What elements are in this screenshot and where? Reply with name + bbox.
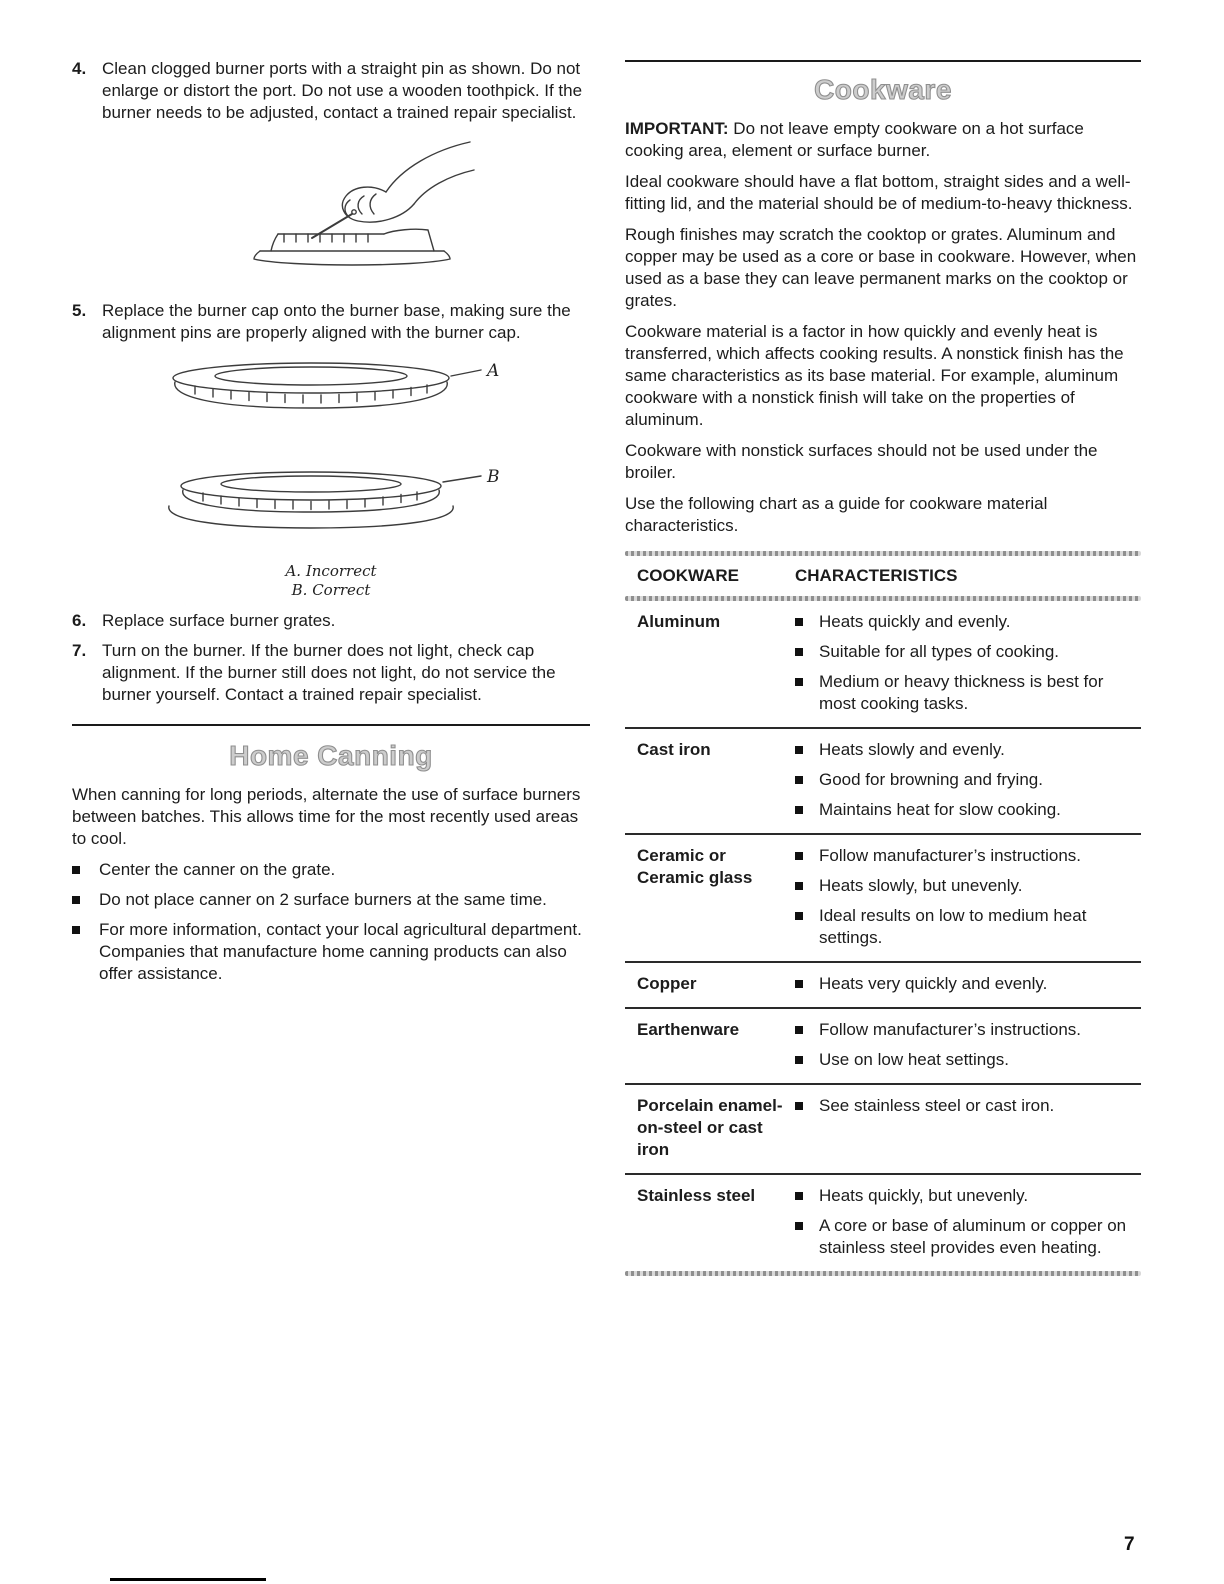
step-6 [72,610,590,632]
burner-pin-cleaning-illustration [112,136,590,290]
figure-caption [72,562,590,600]
home-canning-heading: Home Canning [229,740,433,771]
characteristic-item [795,799,1141,821]
characteristic-text: Heats quickly and evenly. [819,612,1011,631]
square-bullet-icon [795,980,803,988]
cookware-name: Ceramic or Ceramic glass [637,846,753,887]
important-paragraph [625,118,1141,162]
burner-caps-drawing [151,356,511,552]
characteristic-item [795,845,1141,867]
paragraph: Cookware with nonstick surfaces should not be used under the broiler. [625,441,1098,482]
characteristic-item [795,1019,1141,1041]
important-label: IMPORTANT: [625,119,729,138]
paragraph: Rough finishes may scratch the cooktop or grates. Aluminum and copper may be used as a core or base in cookware. However, when used as a base they can leave permanent marks on the cooktop or grates. [625,225,1137,310]
step-text: Turn on the burner. If the burner does not light, check cap alignment. If the burner still does not light, do not service the burner yourself. Contact a trained repair specialist. [102,641,556,704]
square-bullet-icon [795,806,803,814]
table-header-row [625,556,1141,596]
characteristic-item [795,1215,1141,1259]
characteristic-item [795,769,1141,791]
cookware-characteristics [795,1185,1141,1259]
step-text: Replace the burner cap onto the burner base, making sure the alignment pins are properly aligned with the burner cap. [102,301,571,342]
cookware-name: Aluminum [637,612,721,631]
paragraph: Ideal cookware should have a flat bottom, straight sides and a well-fitting lid, and the material should be of medium-to-heavy thickness. [625,172,1133,213]
characteristic-text: Use on low heat settings. [819,1050,1009,1069]
list-item-text: Do not place canner on 2 surface burners at the same time. [99,890,547,909]
figure-caption-a: A. Incorrect [285,562,377,580]
table-row [625,601,1141,727]
characteristic-text: Heats slowly and evenly. [819,740,1005,759]
cookware-name: Porcelain enamel-on-steel or cast iron [637,1096,783,1159]
characteristic-text: Heats very quickly and evenly. [819,974,1048,993]
characteristic-item [795,641,1141,663]
step-text: Clean clogged burner ports with a straight pin as shown. Do not enlarge or distort the port. Do not use a wooden toothpick. If the burner needs to be adjusted, contact a trained repair specialist. [102,59,583,122]
cookware-characteristics [795,611,1141,715]
square-bullet-icon [795,678,803,686]
characteristic-item [795,1049,1141,1071]
square-bullet-icon [795,912,803,920]
section-divider [72,724,590,726]
square-bullet-icon [795,882,803,890]
hand-with-pin-drawing [226,136,476,284]
list-item-text: Center the canner on the grate. [99,860,336,879]
characteristic-item [795,1185,1141,1207]
cookware-table [625,551,1141,1276]
section-divider [625,60,1141,62]
cookware-name: Stainless steel [637,1186,756,1205]
figure-label-a: A [487,361,500,381]
column-header-cookware: COOKWARE [637,566,739,585]
characteristic-text: Follow manufacturer’s instructions. [819,846,1082,865]
square-bullet-icon [795,1102,803,1110]
cookware-heading: Cookware [814,74,952,105]
characteristic-item [795,611,1141,633]
cookware-name: Earthenware [637,1020,740,1039]
left-column [72,58,590,993]
square-bullet-icon [795,1056,803,1064]
table-row [625,1085,1141,1173]
characteristic-item [795,1095,1141,1117]
square-bullet-icon [795,1192,803,1200]
figure-caption-b: B. Correct [291,581,371,599]
burner-cap-alignment-illustration [72,356,590,600]
characteristic-text: See stainless steel or cast iron. [819,1096,1055,1115]
square-bullet-icon [795,852,803,860]
characteristic-text: Maintains heat for slow cooking. [819,800,1061,819]
step-text: Replace surface burner grates. [102,611,336,630]
footer-mark [110,1578,266,1581]
square-bullet-icon [795,776,803,784]
cookware-characteristics [795,845,1141,949]
square-bullet-icon [795,1026,803,1034]
column-header-characteristics: CHARACTERISTICS [795,566,958,585]
square-bullet-icon [795,618,803,626]
list-item [72,859,590,881]
square-bullet-icon [795,1222,803,1230]
characteristic-text: Suitable for all types of cooking. [819,642,1060,661]
characteristic-text: Heats quickly, but unevenly. [819,1186,1029,1205]
characteristic-text: Heats slowly, but unevenly. [819,876,1023,895]
table-row [625,835,1141,961]
characteristic-item [795,739,1141,761]
table-border-bottom [625,1271,1141,1276]
table-row [625,963,1141,1007]
list-item [72,889,590,911]
characteristic-text: Follow manufacturer’s instructions. [819,1020,1082,1039]
cookware-characteristics [795,1095,1141,1161]
table-row [625,1175,1141,1271]
characteristic-item [795,905,1141,949]
step-5 [72,300,590,344]
characteristic-item [795,973,1141,995]
home-canning-list [72,859,590,985]
square-bullet-icon [72,866,80,874]
table-row [625,729,1141,833]
cookware-name: Copper [637,974,697,993]
step-number: 4. [72,59,87,78]
step-4 [72,58,590,124]
step-number: 6. [72,611,87,630]
characteristic-text: A core or base of aluminum or copper on stainless steel provides even heating. [819,1216,1127,1257]
list-item [72,919,590,985]
paragraph: Use the following chart as a guide for cookware material characteristics. [625,494,1048,535]
square-bullet-icon [795,746,803,754]
square-bullet-icon [795,648,803,656]
characteristic-text: Medium or heavy thickness is best for most cooking tasks. [819,672,1104,713]
characteristic-item [795,875,1141,897]
step-number: 5. [72,301,87,320]
table-row [625,1009,1141,1083]
page-number: 7 [1124,1534,1135,1555]
figure-label-b: B [487,467,500,487]
characteristic-item [795,671,1141,715]
list-item-text: For more information, contact your local agricultural department. Companies that manufacture home canning products can also offer assistance. [99,920,582,983]
square-bullet-icon [72,926,80,934]
home-canning-intro: When canning for long periods, alternate the use of surface burners between batches. This allows time for the most recently used areas to cool. [72,785,581,848]
characteristic-text: Ideal results on low to medium heat settings. [819,906,1087,947]
paragraph: Cookware material is a factor in how quickly and evenly heat is transferred, which affects cooking results. A nonstick finish has the same characteristics as its base material. For example, aluminum cookware with a nonstick finish will take on the properties of aluminum. [625,322,1124,429]
important-text: Do not leave empty cookware on a hot surface cooking area, element or surface burner. [625,119,1084,160]
cookware-characteristics [795,739,1141,821]
step-number: 7. [72,641,87,660]
right-column [625,60,1141,1276]
square-bullet-icon [72,896,80,904]
characteristic-text: Good for browning and frying. [819,770,1043,789]
cookware-characteristics [795,973,1141,995]
step-7 [72,640,590,706]
cookware-characteristics [795,1019,1141,1071]
cookware-name: Cast iron [637,740,711,759]
